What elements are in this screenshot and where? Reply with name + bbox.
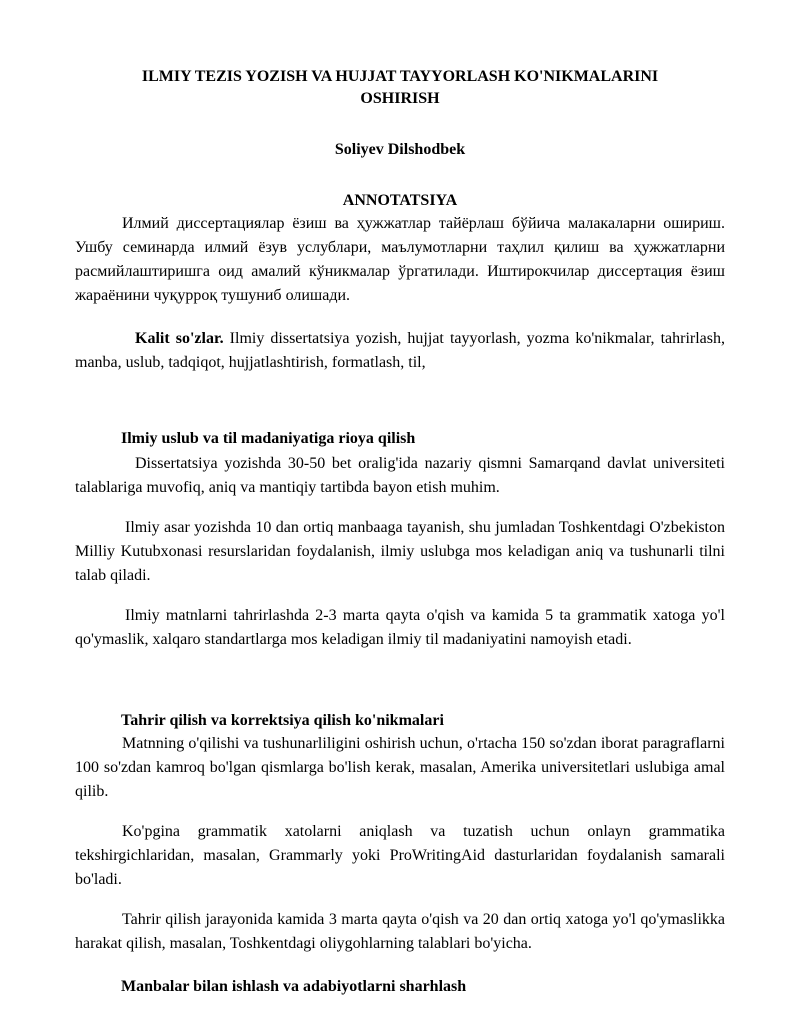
title-line-2: OSHIRISH <box>360 90 440 107</box>
title-line-1: ILMIY TEZIS YOZISH VA HUJJAT TAYYORLASH KO'NIKMALARINI <box>141 68 659 85</box>
annotation-heading: ANNOTATSIYA <box>342 192 458 209</box>
section1-paragraph-2: Ilmiy asar yozishda 10 dan ortiq manbaaga tayanish, shu jumladan Toshkentdagi O'zbekiston Milliy Kutubxonasi resurslaridan foydalanish, ilmiy uslubga mos keladigan aniq va tushunarli tilni talab qiladi. <box>75 519 725 584</box>
paper-title <box>75 66 725 110</box>
section1-paragraph-3: Ilmiy matnlarni tahrirlashda 2-3 marta qayta o'qish va kamida 5 ta grammatik xatoga yo'l qo'ymaslik, xalqaro standartlarga mos keladigan ilmiy til madaniyatini namoyish etadi. <box>75 607 725 648</box>
section-heading-editing: Tahrir qilish va korrektsiya qilish ko'nikmalari <box>121 712 444 729</box>
section2-paragraph-2: Ko'pgina grammatik xatolarni aniqlash va tuzatish uchun onlayn grammatika tekshirgichlaridan, masalan, Grammarly yoki ProWritingAid dasturlaridan foydalanish samarali bo'ladi. <box>75 823 725 888</box>
section-heading-style: Ilmiy uslub va til madaniyatiga rioya qilish <box>121 430 416 447</box>
section2-paragraph-3: Tahrir qilish jarayonida kamida 3 marta qayta o'qish va 20 dan ortiq xatoga yo'l qo'ymaslikka harakat qilish, masalan, Toshkentdagi oliygohlarning talablari bo'yicha. <box>75 911 725 952</box>
annotation-text: Илмий диссертациялар ёзиш ва ҳужжатлар тайёрлаш бўйича малакаларни ошириш. Ушбу семинарда илмий ёзув услублари, маълумотларни таҳлил қилиш ва ҳужжатларни расмийлаштиришга оид амалий кўникмалар ўргатилади. Иштирокчилар диссертация ёзиш жараёнини чуқурроқ тушуниб олишади. <box>75 215 725 304</box>
section-heading-sources: Manbalar bilan ishlash va adabiyotlarni sharhlash <box>121 978 467 995</box>
author-name: Soliyev Dilshodbek <box>334 141 466 158</box>
keywords-label: Kalit so'zlar. <box>135 330 224 347</box>
keywords-paragraph <box>75 327 725 375</box>
section2-paragraph-1: Matnning o'qilishi va tushunarliligini oshirish uchun, o'rtacha 150 so'zdan iborat paragraflarni 100 so'zdan kamroq bo'lgan qismlarga bo'lish kerak, masalan, Amerika universitetlari uslubiga amal qilib. <box>75 735 725 800</box>
section1-paragraph-1: Dissertatsiya yozishda 30-50 bet oralig'ida nazariy qismni Samarqand davlat universiteti talablariga muvofiq, aniq va mantiqiy tartibda bayon etish muhim. <box>75 455 725 496</box>
keywords-text: Ilmiy dissertatsiya yozish, hujjat tayyorlash, yozma ko'nikmalar, tahrirlash, manba, uslub, tadqiqot, hujjatlashtirish, formatlash, til, <box>75 330 726 371</box>
